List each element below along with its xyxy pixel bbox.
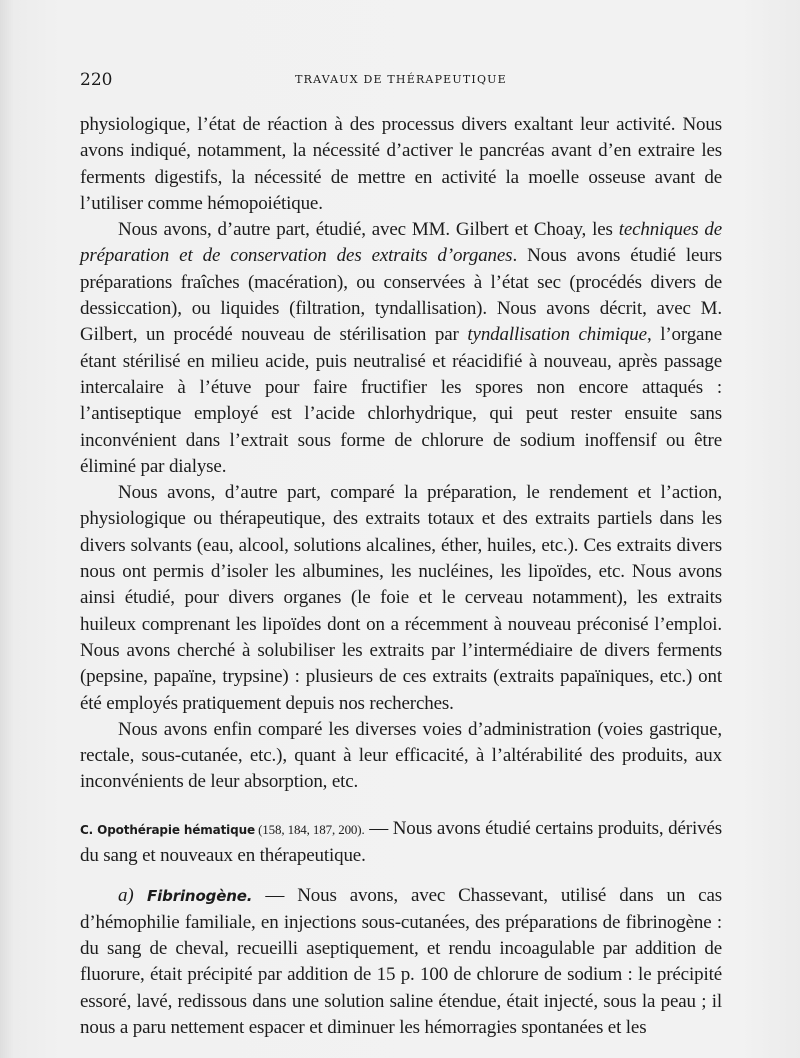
running-title: TRAVAUX DE THÉRAPEUTIQUE <box>295 73 507 86</box>
paragraph-continued: physiologique, l’état de réaction à des processus divers exaltant leur activité. Nous avons indiqué, notamment, la nécessité d’activer le pancréas avant d’en extraire les ferments digestifs, la nécessité de mettre en activité la moelle osseuse avant de l’utiliser comme hémopoiétique. <box>80 114 722 214</box>
section-label: C. Opothérapie hématique <box>80 822 255 837</box>
page-header <box>80 70 722 92</box>
paragraph-preparation-techniques <box>80 217 722 480</box>
section-text: — Nous avons étudié certains produits, dérivés du sang et nouveaux en thérapeutique. <box>80 817 722 867</box>
paragraph-extract-comparison: Nous avons, d’autre part, comparé la préparation, le rendement et l’action, physiologique ou thérapeutique, des extraits totaux et des extraits partiels dans les divers solvants (eau, alcool, solutions alcalines, éther, huiles, etc.). Ces extraits divers nous ont permis d’isoler les albumines, les nucléines, les lipoïdes, etc. Nous avons ainsi étudié, pour divers organes (le foie et le cerveau notamment), les extraits huileux comprenant les lipoïdes dont on a récemment à nouveau préconisé l’emploi. Nous avons cherché à solubiliser les extraits par l’intermédiaire de divers ferments (pepsine, papaïne, trypsine) : plusieurs de ces extraits (extraits papaïniques, etc.) ont été employés pratiquement depuis nos recherches. <box>80 482 722 714</box>
text-run: , l’organe étant stérilisé en milieu acide, puis neutralisé et réacidifié à nouveau, après passage intercalaire à l’étuve pour faire fructifier les spores non encore attaqués : l’antiseptique employé est l’acide chlorhydrique, qui peut rester ensuite sans inconvénient dans l’extrait sous forme de chlorure de sodium inoffensif ou être éliminé par dialyse. <box>80 324 722 477</box>
paragraph-administration: Nous avons enfin comparé les diverses voies d’administration (voies gastrique, rectale, sous-cutanée, etc.), quant à leur efficacité, à l’altérabilité des produits, aux inconvénients de leur absorption, etc. <box>80 718 722 793</box>
text-run: . Nous avons étudié leurs préparations fraîches (macération), ou conservées à l’état sec (procédés divers de dessiccation), ou liquides (filtration, tyndallisation). Nous avons décrit, avec M. Gilbert, un procédé nouveau de stérilisation par <box>80 245 722 346</box>
subsection-marker: a) <box>118 885 134 907</box>
subsection-fibrinogene <box>80 883 722 1041</box>
text-run: Nous avons, d’autre part, étudié, avec MM. Gilbert et Choay, les <box>118 219 619 241</box>
italic-phrase: tyndallisation chimique <box>467 324 647 346</box>
page-body <box>80 112 722 1041</box>
page-number: 220 <box>80 70 113 90</box>
italic-phrase: techniques de préparation et de conservation des extraits d’organes <box>80 219 723 267</box>
section-references: (158, 184, 187, 200). <box>254 821 365 837</box>
subsection-label: Fibrinogène. <box>133 887 253 906</box>
section-heading-opotherapie <box>80 816 722 870</box>
subsection-text: — Nous avons, avec Chassevant, utilisé dans un cas d’hémophilie familiale, en injections sous-cutanées, des préparations de fibrinogène : du sang de cheval, recueilli aseptiquement, et rendu incoagulable par addition de fluorure, était précipité par addition de 15 p. 100 de chlorure de sodium : le précipité essoré, lavé, redissous dans une solution saline étendue, était injecté, sous la peau ; il nous a paru nettement espacer et diminuer les hémorragies spontanées et les <box>80 885 722 1038</box>
